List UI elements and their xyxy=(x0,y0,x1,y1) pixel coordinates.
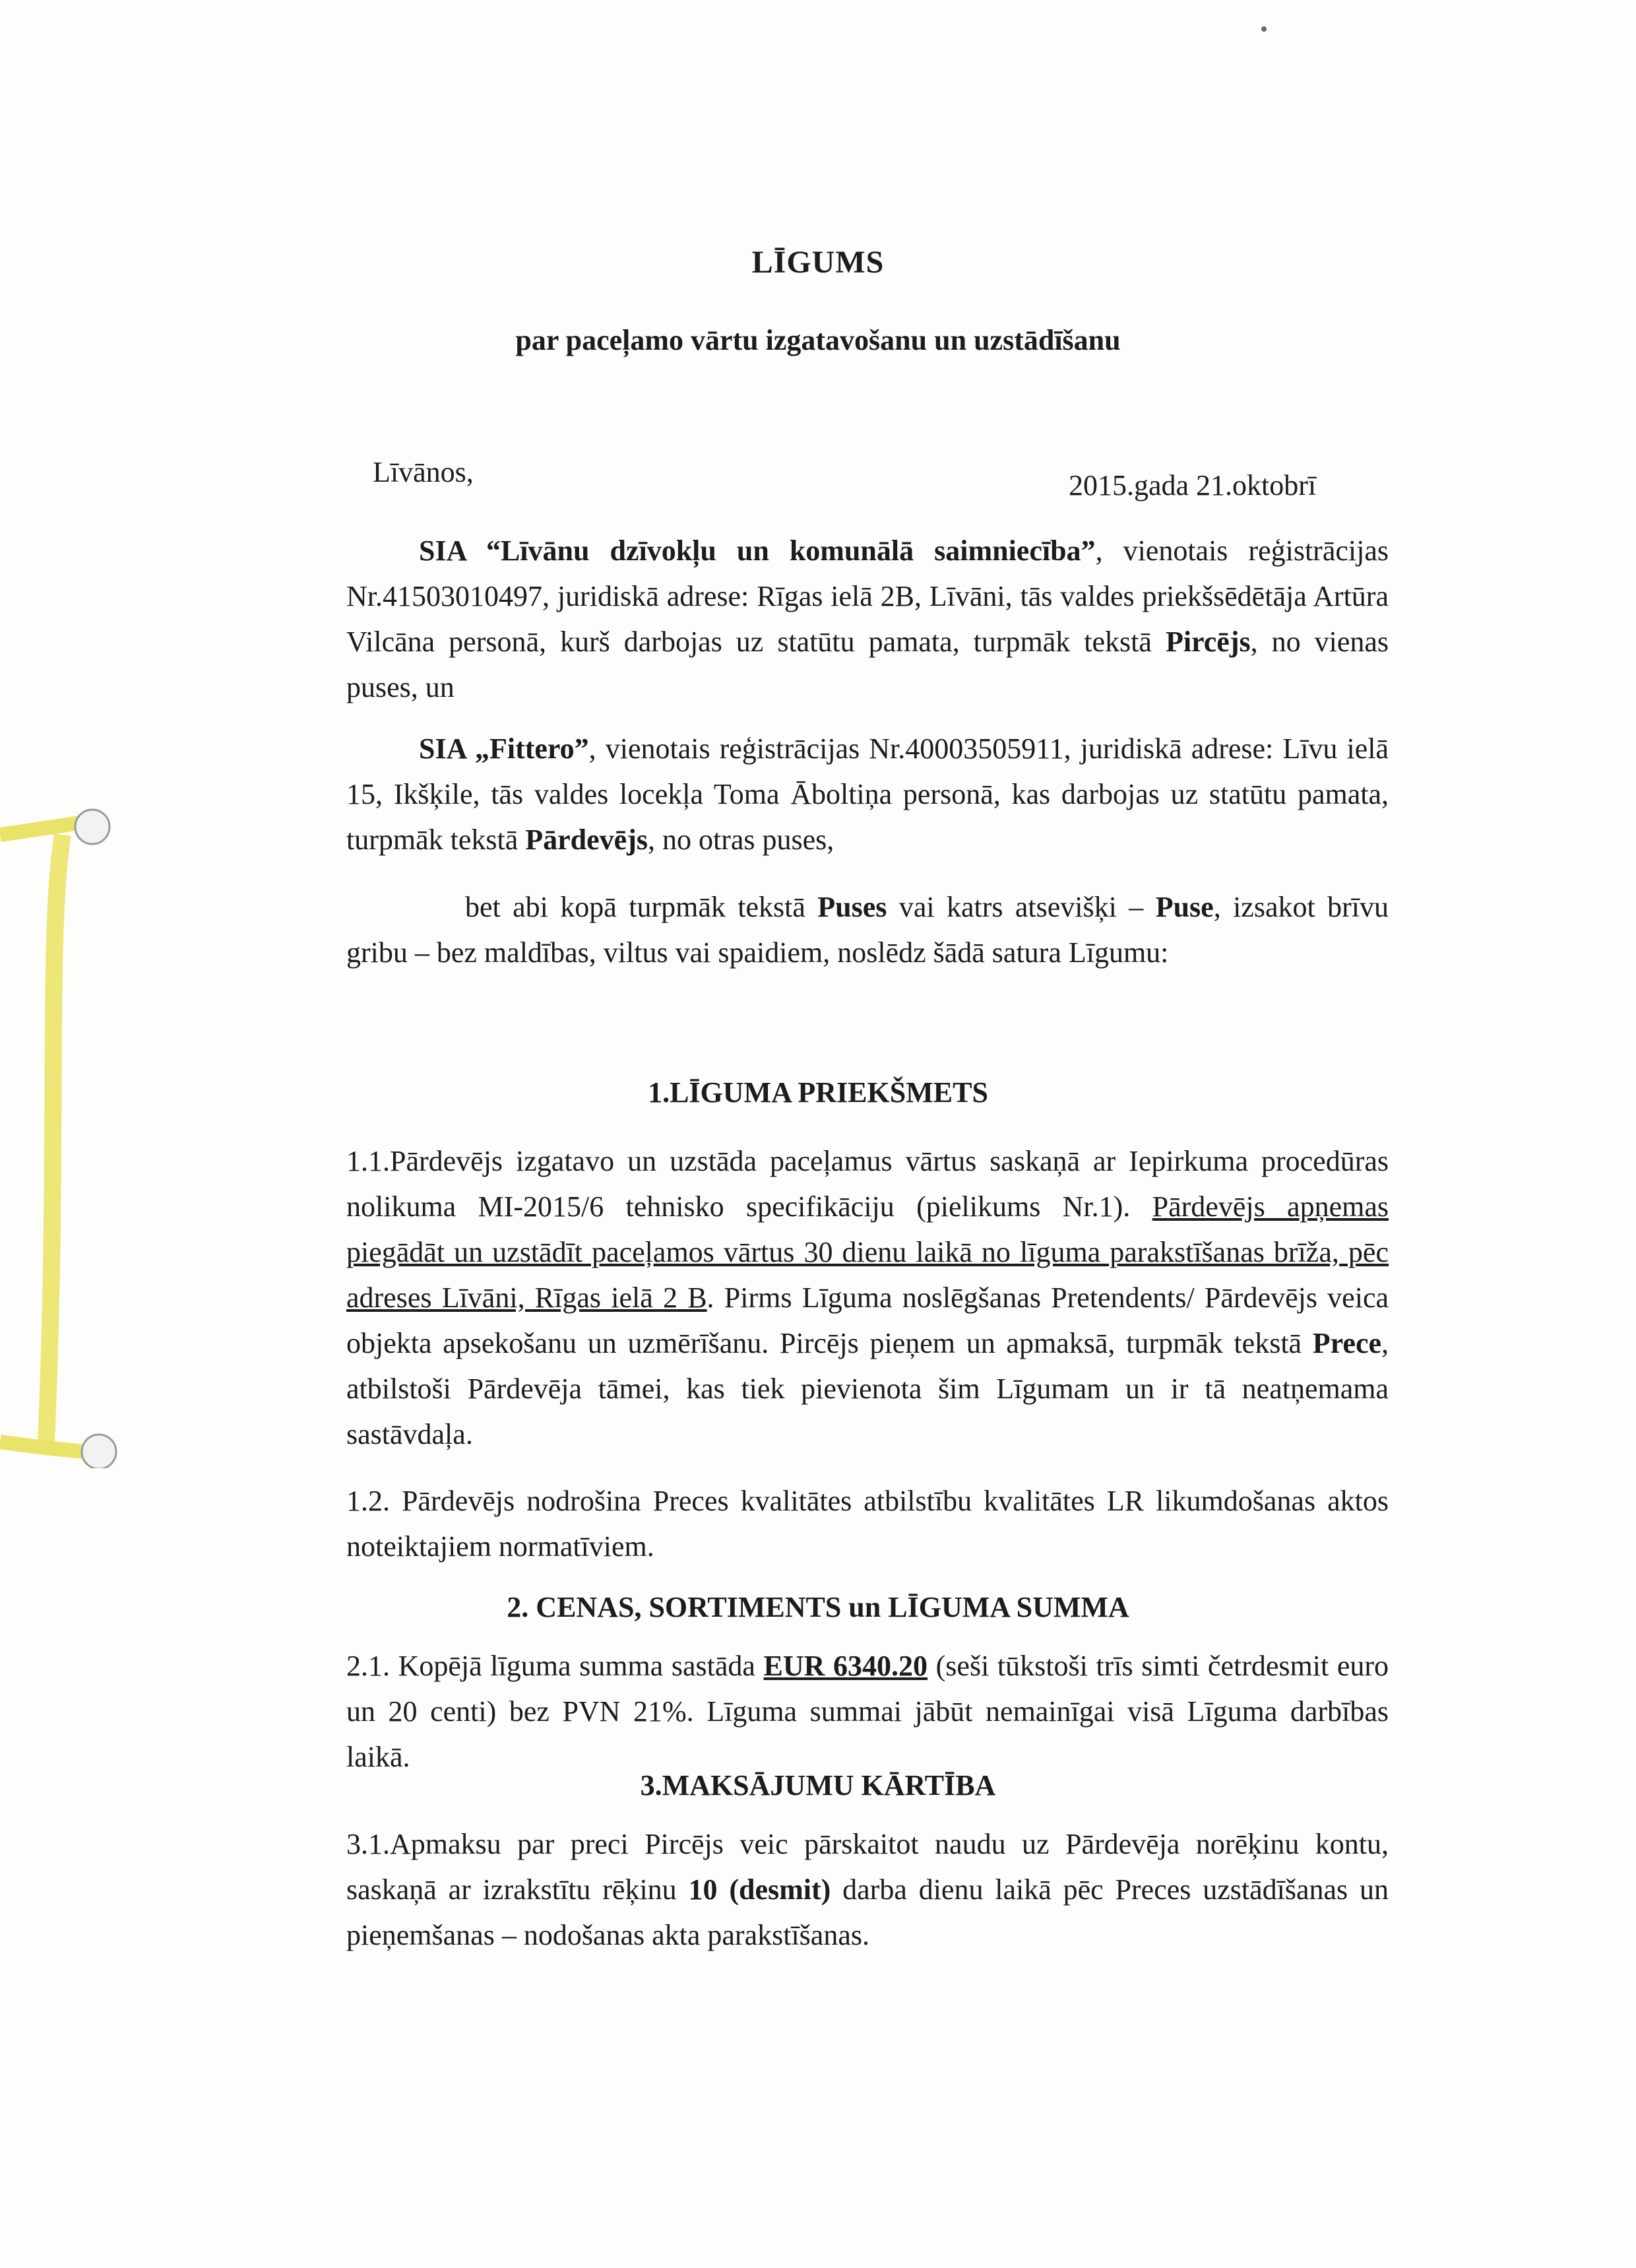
party1-name: SIA “Līvānu dzīvokļu un komunālā saimniecība” xyxy=(419,535,1096,567)
clause-3-1: 3.1.Apmaksu par preci Pircējs veic pārskaitot naudu uz Pārdevēja norēķinu kontu, saskaņā ar izrakstītu rēķinu 10 (desmit) darba dienu laikā pēc Preces uzstādīšanas un pieņemšanas – nodošanas akta parakstīšanas. xyxy=(346,1828,1389,1951)
delivery-term: Pārdevējs apņemas piegādāt un uzstādīt paceļamos vārtus 30 dienu laikā no līguma parakstīšanas brīža, pēc adreses Līvāni, Rīgas ielā 2 B xyxy=(346,1190,1389,1314)
clause-1-2: 1.2. Pārdevējs nodrošina Preces kvalitātes atbilstību kvalitātes LR likumdošanas aktos noteiktajiem normatīviem. xyxy=(346,1485,1389,1563)
section1-heading: 1.LĪGUMA PRIEKŠMETS xyxy=(648,1076,988,1109)
scan-speck xyxy=(1261,26,1267,32)
party2-name: SIA „Fittero” xyxy=(419,732,589,765)
contract-date: 2015.gada 21.oktobrī xyxy=(1069,469,1317,502)
party2-paragraph: SIA „Fittero”, vienotais reģistrācijas Nr.40003505911, juridiskā adrese: Līvu ielā 15, Ikšķile, tās valdes locekļa Toma Āboltiņa personā, kas darbojas uz statūtu pamata, turpmāk tekstā Pārdevējs, no otras puses, xyxy=(346,732,1389,856)
party1-role: Pircējs xyxy=(1165,626,1251,658)
document-title: LĪGUMS xyxy=(751,245,885,280)
contract-place: Līvānos, xyxy=(373,456,474,488)
intro-paragraph: bet abi kopā turpmāk tekstā Puses vai katrs atsevišķi – Puse, izsakot brīvu gribu – bez maldības, viltus vai spaidiem, noslēdz šādā satura Līgumu: xyxy=(346,891,1389,969)
section2-heading: 2. CENAS, SORTIMENTS un LĪGUMA SUMMA xyxy=(507,1591,1129,1623)
section3-heading: 3.MAKSĀJUMU KĀRTĪBA xyxy=(640,1769,996,1801)
document-subtitle: par paceļamo vārtu izgatavošanu un uzstādīšanu xyxy=(515,324,1121,356)
contract-sum: EUR 6340.20 xyxy=(763,1650,928,1682)
payment-days: 10 (desmit) xyxy=(688,1873,831,1906)
party2-role: Pārdevējs xyxy=(525,824,648,856)
party1-paragraph: SIA “Līvānu dzīvokļu un komunālā saimniecība”, vienotais reģistrācijas Nr.41503010497, juridiskā adrese: Rīgas ielā 2B, Līvāni, tās valdes priekšsēdētāja Artūra Vilcāna personā, kurš darbojas uz statūtu pamata, turpmāk tekstā Pircējs, no vienas puses, un xyxy=(346,535,1389,703)
clause-1-1: 1.1.Pārdevējs izgatavo un uzstāda paceļamus vārtus saskaņā ar Iepirkuma procedūras nolikuma MI-2015/6 tehnisko specifikāciju (pielikums Nr.1). Pārdevējs apņemas piegādāt un uzstādīt paceļamos vārtus 30 dienu laikā no līguma parakstīšanas brīža, pēc adreses Līvāni, Rīgas ielā 2 B. Pirms Līguma noslēgšanas Pretendents/ Pārdevējs veica objekta apsekošanu un uzmērīšanu. Pircējs pieņem un apmaksā, turpmāk tekstā Prece, atbilstoši Pārdevēja tāmei, kas tiek pievienota šim Līgumam un ir tā neatņemama sastāvdaļa. xyxy=(346,1145,1389,1450)
binding-string-icon xyxy=(0,808,119,1468)
clause-2-1: 2.1. Kopējā līguma summa sastāda EUR 6340.20 (seši tūkstoši trīs simti četrdesmit euro un 20 centi) bez PVN 21%. Līguma summai jābūt nemainīgai visā Līguma darbības laikā. xyxy=(346,1650,1389,1773)
